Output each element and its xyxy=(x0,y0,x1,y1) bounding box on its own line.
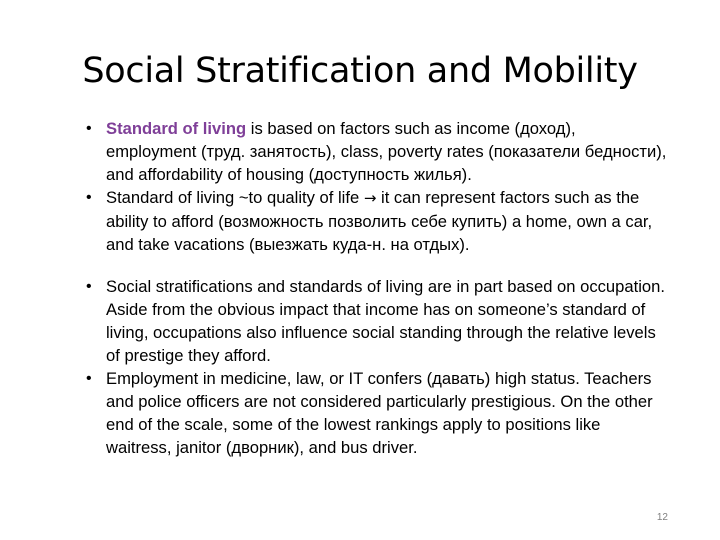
bullet-item-occupation xyxy=(86,275,670,367)
bullet-item-quality-of-life xyxy=(86,186,670,256)
bullet-text: is based on factors such as income (доход), employment (труд. занятость), class, poverty rates (показатели бедности), and affordability of housing (доступность жилья). xyxy=(106,119,667,184)
right-arrow-icon: → xyxy=(363,189,377,207)
bullet-text-after-arrow: it can represent factors such as the ability to afford (возможность позволить себе купить) a home, own a car, and take vacations (выезжать куда-н. на отдых). xyxy=(106,188,653,254)
bullet-bold-lead: Standard of living xyxy=(106,119,247,138)
bullet-text: Social stratifications and standards of living are in part based on occupation. Aside from the obvious impact that income has on someone’s standard of living, occupations also influence social standing through the relative levels of prestige they afford. xyxy=(106,277,665,365)
bullet-text: Employment in medicine, law, or IT confers (давать) high status. Teachers and police officers are not considered particularly prestigious. On the other end of the scale, some of the lowest rankings apply to positions like waitress, janitor (дворник), and bus driver. xyxy=(106,369,653,457)
bullet-item-standard-of-living xyxy=(86,117,670,186)
bullet-dot-icon: • xyxy=(86,278,92,295)
bullet-dot-icon: • xyxy=(86,189,92,206)
slide-title: Social Stratification and Mobility xyxy=(82,51,638,91)
slide-number: 12 xyxy=(656,512,668,523)
bullet-text-before-arrow: Standard of living ~to quality of life xyxy=(106,188,364,207)
bullet-item-employment xyxy=(86,367,670,459)
bullet-dot-icon: • xyxy=(86,370,92,387)
bullet-dot-icon: • xyxy=(86,120,92,137)
bullet-list xyxy=(86,117,670,459)
